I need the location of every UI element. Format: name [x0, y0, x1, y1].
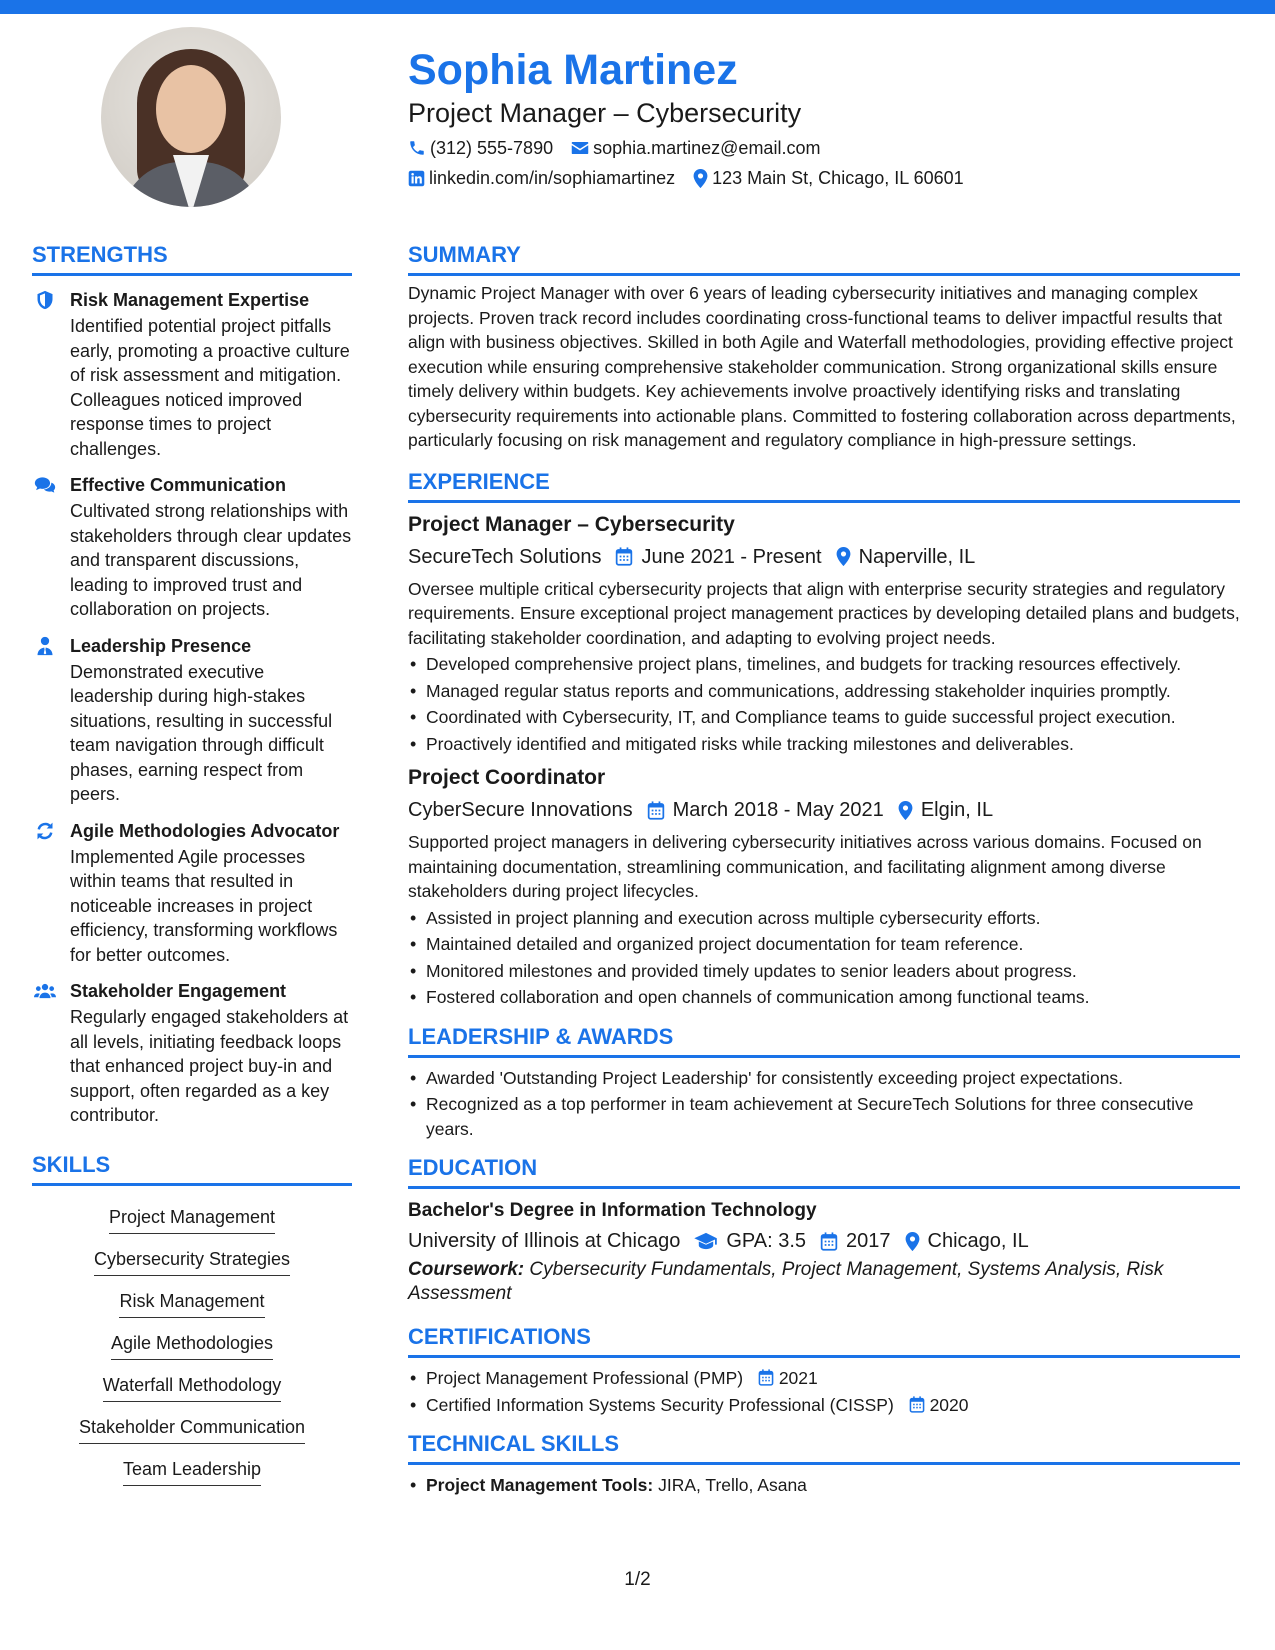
strength-name: Effective Communication [70, 475, 287, 495]
technical-skills-list [408, 1473, 1240, 1498]
calendar-icon [647, 801, 665, 820]
users-icon [34, 981, 56, 1001]
education-meta [408, 1227, 1240, 1255]
strength-name: Leadership Presence [70, 635, 252, 656]
cert-name: Certified Information Systems Security Professional (CISSP) [426, 1394, 894, 1415]
certifications-heading: CERTIFICATIONS [408, 1324, 591, 1349]
list-item [408, 1473, 1240, 1498]
tech-skill-value: JIRA, Trello, Asana [658, 1475, 807, 1495]
header [408, 44, 1238, 190]
technical-skills-rule [408, 1462, 1240, 1465]
job-entry [408, 511, 1240, 757]
strength-item [32, 473, 352, 622]
job-entry [408, 764, 1240, 1010]
right-column [408, 240, 1240, 1500]
skills-list [32, 1196, 352, 1490]
coursework [408, 1258, 1240, 1306]
skill-item: Team Leadership [123, 1457, 261, 1486]
school-name: University of Illinois at Chicago [408, 1230, 681, 1252]
profile-photo [101, 27, 281, 207]
contact-row-2 [408, 166, 1238, 190]
location-pin-icon [905, 1232, 920, 1251]
tech-skill-label: Project Management Tools: [426, 1475, 654, 1495]
envelope-icon [571, 140, 589, 156]
skill-item: Risk Management [119, 1289, 264, 1318]
school-location-wrap [905, 1227, 1029, 1255]
calendar-icon [820, 1232, 838, 1251]
list-item: • Coordinated with Cybersecurity, IT, and Compliance teams to guide successful project execution. [408, 705, 1240, 730]
cert-year: 2020 [929, 1394, 969, 1415]
technical-skills-heading: TECHNICAL SKILLS [408, 1431, 620, 1456]
linkedin-text: linkedin.com/in/sophiamartinez [429, 168, 676, 188]
address-contact [693, 166, 964, 190]
calendar-icon [758, 1369, 774, 1386]
job-meta [408, 796, 1240, 824]
job-dates-wrap [615, 543, 821, 571]
skill-item: Stakeholder Communication [79, 1415, 305, 1444]
shield-icon [34, 290, 56, 310]
strengths-heading: STRENGTHS [32, 242, 168, 267]
strength-name: Agile Methodologies Advocator [70, 820, 340, 841]
job-company: CyberSecure Innovations [408, 799, 633, 821]
job-location: Elgin, IL [920, 799, 994, 821]
job-description: Oversee multiple critical cybersecurity projects that align with enterprise security strategies and regulatory requirements. Ensure exceptional project management practices by developing detailed plans and budgets, facilitating stakeholder coordination, and adapting to evolving project needs. [408, 578, 1240, 648]
location-pin-icon [898, 801, 913, 820]
summary-heading: SUMMARY [408, 242, 521, 267]
strength-desc: Regularly engaged stakeholders at all levels, initiating feedback loops that enhanced project buy-in and support, often regarded as a key contributor. [70, 1007, 349, 1125]
list-item: • Awarded 'Outstanding Project Leadership' for consistently exceeding project expectations. [408, 1066, 1240, 1091]
strength-desc: Implemented Agile processes within teams that resulted in noticeable increases in project efficiency, transforming workflows for better outcomes. [70, 846, 338, 965]
strength-item [32, 288, 352, 461]
page-number: 1/2 [624, 1569, 651, 1590]
strengths-rule [32, 273, 352, 276]
left-column [32, 240, 352, 1490]
job-company: SecureTech Solutions [408, 545, 602, 568]
skill-item: Waterfall Methodology [103, 1373, 281, 1402]
awards-list [408, 1066, 1240, 1142]
school-location: Chicago, IL [927, 1230, 1029, 1252]
job-location-wrap [898, 796, 993, 824]
job-location: Naperville, IL [858, 545, 976, 568]
job-title: Project Manager – Cybersecurity [408, 512, 735, 536]
certifications-list [408, 1366, 1240, 1417]
strength-item [32, 979, 352, 1128]
email-text: sophia.martinez@email.com [593, 138, 821, 158]
strength-item [32, 819, 352, 968]
list-item: • Monitored milestones and provided timely updates to senior leaders about progress. [408, 959, 1240, 984]
sync-icon [34, 821, 56, 841]
list-item: • Assisted in project planning and execution across multiple cybersecurity efforts. [408, 906, 1240, 931]
phone-text: (312) 555-7890 [430, 138, 554, 158]
contact-row-1 [408, 136, 1238, 160]
strengths-list [32, 288, 352, 1128]
list-item: • Developed comprehensive project plans, timelines, and budgets for tracking resources effectively. [408, 652, 1240, 677]
job-dates: June 2021 - Present [641, 545, 822, 568]
job-bullets [408, 652, 1240, 756]
comments-icon [34, 475, 56, 495]
strength-name: Risk Management Expertise [70, 290, 310, 310]
candidate-name: Sophia Martinez [408, 46, 738, 94]
strength-desc: Demonstrated executive leadership during high-stakes situations, resulting in successful team navigation through difficult phases, earning respect from peers. [70, 661, 333, 804]
education-heading: EDUCATION [408, 1155, 538, 1180]
calendar-icon [615, 547, 633, 566]
location-pin-icon [836, 547, 851, 566]
certifications-rule [408, 1355, 1240, 1358]
list-item: • Managed regular status reports and communications, addressing stakeholder inquiries promptly. [408, 679, 1240, 704]
experience-rule [408, 500, 1240, 503]
list-item: • Proactively identified and mitigated risks while tracking milestones and deliverables. [408, 732, 1240, 757]
summary-text: Dynamic Project Manager with over 6 years of leading cybersecurity initiatives and managing complex projects. Proven track record includes coordinating cross-functional teams to deliver impactful results that align with business objectives. Skilled in both Agile and Waterfall methodologies, providing effective project execution while ensuring comprehensive stakeholder communication. Strong organizational skills ensure timely delivery within budgets. Key achievements involve proactively identifying risks and translating cybersecurity requirements into actionable plans. Committed to fostering collaboration across departments, particularly focusing on risk management and regulatory compliance in high-pressure settings. [408, 283, 1236, 450]
list-item [408, 1366, 1240, 1391]
location-pin-icon [693, 169, 708, 188]
address-text: 123 Main St, Chicago, IL 60601 [712, 168, 964, 188]
job-title: Project Coordinator [408, 766, 606, 789]
email-contact[interactable] [571, 136, 820, 160]
gpa: GPA: 3.5 [726, 1230, 807, 1252]
coursework-text: Cybersecurity Fundamentals, Project Management, Systems Analysis, Risk Assessment [408, 1259, 1164, 1304]
job-meta [408, 543, 1240, 571]
job-dates: March 2018 - May 2021 [672, 799, 884, 821]
awards-heading: LEADERSHIP & AWARDS [408, 1023, 674, 1049]
strength-name: Stakeholder Engagement [70, 981, 287, 1001]
phone-icon [408, 139, 426, 157]
coursework-label: Coursework: [408, 1259, 525, 1280]
graduation-cap-icon [694, 1232, 718, 1250]
list-item: • Recognized as a top performer in team achievement at SecureTech Solutions for three consecutive years. [408, 1092, 1240, 1141]
job-dates-wrap [647, 796, 884, 824]
job-bullets [408, 906, 1240, 1010]
calendar-icon [909, 1396, 925, 1413]
awards-rule [408, 1055, 1240, 1058]
skill-item: Project Management [109, 1205, 275, 1234]
cert-name: Project Management Professional (PMP) [426, 1368, 744, 1388]
cert-year: 2021 [778, 1368, 818, 1388]
strength-desc: Cultivated strong relationships with stakeholders through clear updates and transparent discussions, leading to improved trust and collaboration on projects. [70, 501, 352, 619]
list-item: • Maintained detailed and organized project documentation for team reference. [408, 932, 1240, 957]
strength-desc: Identified potential project pitfalls early, promoting a proactive culture of risk assessment and mitigation. Colleagues noticed improved response times to project challenges. [70, 316, 350, 459]
linkedin-contact[interactable] [408, 166, 675, 190]
gpa-wrap [694, 1227, 806, 1255]
list-item: • Fostered collaboration and open channels of communication among functional teams. [408, 985, 1240, 1010]
summary-rule [408, 273, 1240, 276]
job-description: Supported project managers in delivering cybersecurity initiatives across various domains. Focused on maintaining documentation, streamlining communication, and facilitating alignment among diverse stakeholders during project lifecycles. [408, 832, 1202, 901]
degree-title: Bachelor's Degree in Information Technology [408, 1200, 817, 1221]
list-item [408, 1393, 1240, 1418]
top-accent-bar [0, 0, 1275, 14]
grad-year-wrap [820, 1227, 891, 1255]
skill-item: Agile Methodologies [111, 1331, 273, 1360]
grad-year: 2017 [846, 1230, 891, 1252]
strength-item [32, 634, 352, 807]
job-location-wrap [836, 543, 976, 571]
education-rule [408, 1186, 1240, 1189]
skill-item: Cybersecurity Strategies [94, 1247, 290, 1276]
user-tie-icon [34, 636, 56, 656]
experience-heading: EXPERIENCE [408, 468, 550, 494]
linkedin-icon [408, 170, 425, 187]
candidate-title: Project Manager – Cybersecurity [408, 98, 802, 128]
phone-contact[interactable] [408, 136, 553, 160]
skills-heading: SKILLS [32, 1151, 111, 1177]
skills-rule [32, 1183, 352, 1186]
